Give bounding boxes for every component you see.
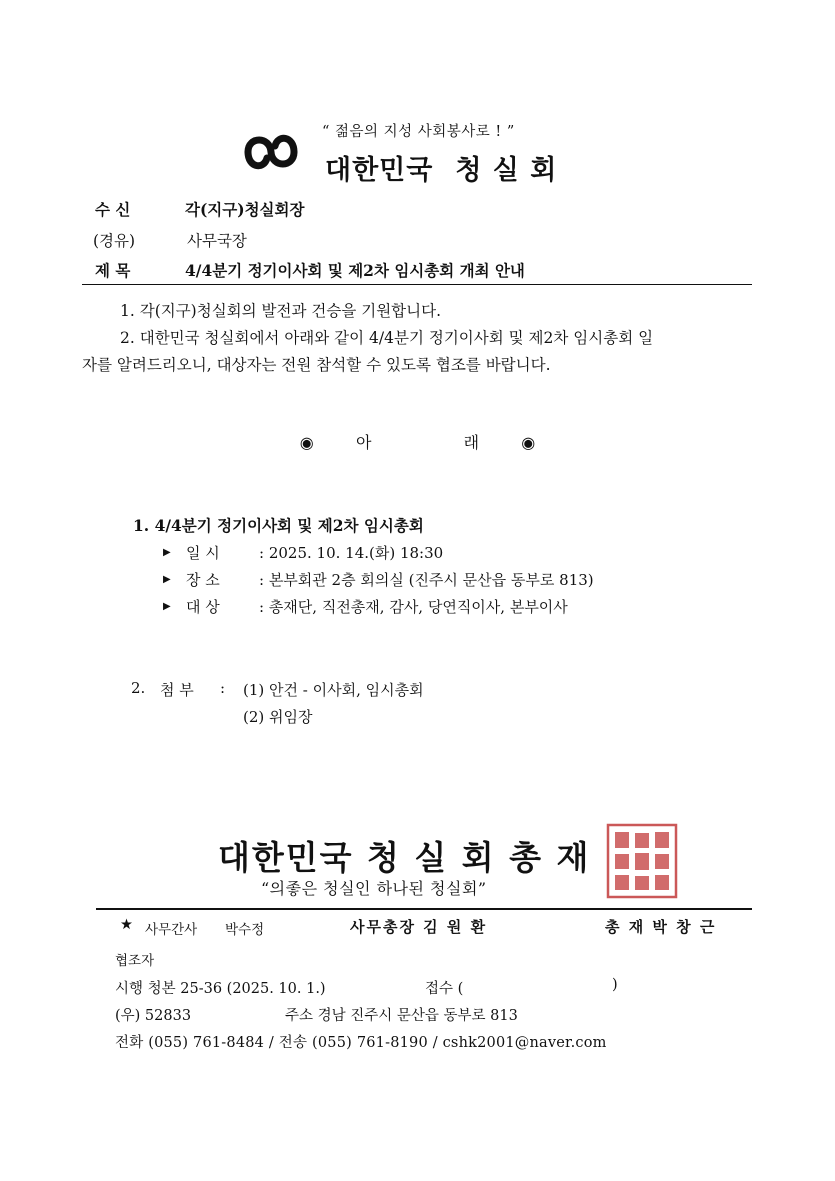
header-divider [82, 284, 752, 285]
star-icon: ★ [120, 917, 133, 933]
detail-label-place: 장 소 [186, 571, 220, 589]
organization-logo-icon [240, 128, 302, 176]
official-seal-icon [606, 823, 678, 899]
postal-code: (우) 52833 [115, 1008, 192, 1024]
secretary-general: 사무총장 김 원 환 [350, 918, 488, 936]
staff-name: 박수정 [225, 922, 265, 938]
detail-label-date: 일 시 [186, 544, 220, 562]
via-value: 사무국장 [187, 232, 247, 250]
enforcement-info: 시행 청본 25-36 (2025. 10. 1.) [115, 981, 326, 997]
staff-label: 사무간사 [145, 922, 198, 938]
receipt-info: 접수 ( [425, 981, 464, 997]
bullet-icon: ▶ [163, 601, 171, 612]
org-name-right: 청 실 회 [455, 155, 558, 186]
notice-heading [0, 430, 835, 453]
item-1-title: 1. 4/4분기 정기이사회 및 제2차 임시총회 [133, 516, 424, 535]
notice-word-left: 아 [355, 433, 372, 452]
notice-marker-left-icon: ◉ [299, 433, 314, 452]
paragraph-2-line-1: 2. 대한민국 청실회에서 아래와 같이 4/4분기 정기이사회 및 제2차 임시총회 일 [120, 329, 654, 347]
address: 주소 경남 진주시 문산읍 동부로 813 [285, 1008, 518, 1024]
organization-title [325, 148, 557, 187]
president: 총 재 박 창 근 [605, 918, 717, 936]
bullet-icon: ▶ [163, 574, 171, 585]
item-2-number: 2. [131, 679, 146, 697]
receipt-close: ) [612, 977, 618, 993]
bullet-icon: ▶ [163, 547, 171, 558]
notice-marker-right-icon: ◉ [521, 433, 536, 452]
contact-info: 전화 (055) 761-8484 / 전송 (055) 761-8190 / cshk2001@naver.com [115, 1035, 607, 1051]
to-value: 각(지구)청실회장 [185, 200, 305, 219]
attachment-1: (1) 안건 - 이사회, 임시총회 [243, 681, 424, 699]
via-label: (경유) [93, 232, 136, 250]
footer-slogan: “의좋은 청실인 하나된 청실회” [261, 879, 487, 898]
detail-value-target: : 총재단, 직전총재, 감사, 당연직이사, 본부이사 [259, 598, 568, 616]
item-2-colon: : [220, 679, 226, 697]
paragraph-2-line-2: 자를 알려드리오니, 대상자는 전원 참석할 수 있도록 협조를 바랍니다. [82, 356, 551, 374]
header-slogan: “ 젊음의 지성 사회봉사로 ! ” [322, 124, 515, 140]
subject-value: 4/4분기 정기이사회 및 제2차 임시총회 개최 안내 [185, 261, 525, 280]
notice-word-right: 래 [463, 433, 480, 452]
cooperator-label: 협조자 [115, 953, 155, 969]
subject-label: 제 목 [95, 261, 131, 280]
org-name-left: 대한민국 [325, 155, 434, 186]
to-label: 수 신 [95, 200, 131, 219]
footer-organization-title: 대한민국 청 실 회 총 재 [218, 838, 591, 877]
footer-divider [96, 908, 752, 910]
item-2-label: 첨 부 [160, 681, 194, 699]
detail-value-place: : 본부회관 2층 회의실 (진주시 문산읍 동부로 813) [259, 571, 594, 589]
detail-value-date: : 2025. 10. 14.(화) 18:30 [259, 544, 444, 562]
paragraph-1: 1. 각(지구)청실회의 발전과 건승을 기원합니다. [120, 302, 442, 320]
detail-label-target: 대 상 [186, 598, 220, 616]
attachment-2: (2) 위임장 [243, 708, 313, 726]
